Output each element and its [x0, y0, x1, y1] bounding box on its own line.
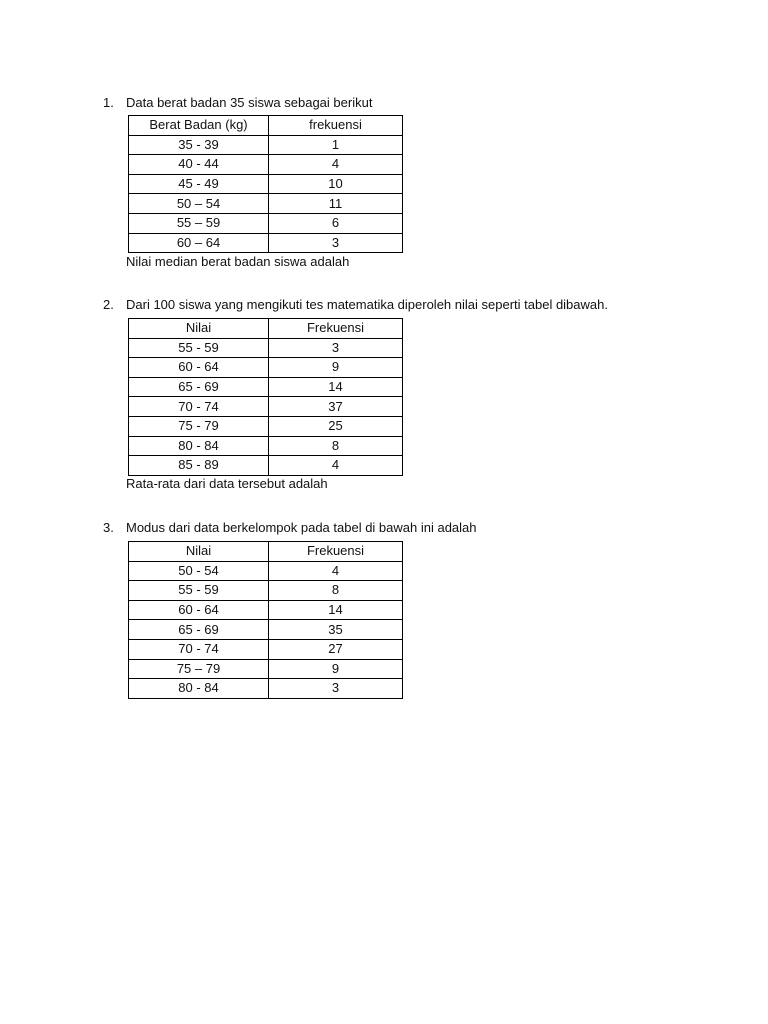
frequency-cell: 37 — [269, 397, 403, 417]
table-row — [129, 377, 403, 397]
question-1-followup: Nilai median berat badan siswa adalah — [126, 254, 350, 269]
question-1-number: 1. — [103, 95, 114, 110]
table-row — [129, 397, 403, 417]
question-3-prompt: Modus dari data berkelompok pada tabel di bawah ini adalah — [126, 520, 477, 535]
question-2-table — [128, 318, 403, 476]
table-row — [129, 233, 403, 253]
table-header-row — [129, 319, 403, 339]
class-interval-cell: 55 - 59 — [129, 338, 269, 358]
class-interval-cell: 55 – 59 — [129, 213, 269, 233]
table-row — [129, 620, 403, 640]
table-header-cell: Berat Badan (kg) — [129, 116, 269, 136]
table-header-cell: Nilai — [129, 319, 269, 339]
table-row — [129, 456, 403, 476]
question-1-prompt: Data berat badan 35 siswa sebagai berikut — [126, 95, 373, 110]
table-row — [129, 561, 403, 581]
class-interval-cell: 80 - 84 — [129, 679, 269, 699]
table-header-row — [129, 116, 403, 136]
frequency-cell: 4 — [269, 456, 403, 476]
table-row — [129, 194, 403, 214]
frequency-cell: 14 — [269, 600, 403, 620]
class-interval-cell: 50 – 54 — [129, 194, 269, 214]
frequency-cell: 9 — [269, 358, 403, 378]
table-row — [129, 213, 403, 233]
table-header-cell: Frekuensi — [269, 319, 403, 339]
question-1-line — [103, 94, 372, 112]
frequency-cell: 35 — [269, 620, 403, 640]
frequency-cell: 3 — [269, 338, 403, 358]
class-interval-cell: 85 - 89 — [129, 456, 269, 476]
frequency-cell: 8 — [269, 436, 403, 456]
frequency-cell: 4 — [269, 155, 403, 175]
table-row — [129, 135, 403, 155]
table-row — [129, 581, 403, 601]
class-interval-cell: 60 - 64 — [129, 358, 269, 378]
question-2-prompt: Dari 100 siswa yang mengikuti tes matematika diperoleh nilai seperti tabel dibawah. — [126, 297, 608, 312]
class-interval-cell: 35 - 39 — [129, 135, 269, 155]
class-interval-cell: 75 – 79 — [129, 659, 269, 679]
class-interval-cell: 60 – 64 — [129, 233, 269, 253]
class-interval-cell: 70 - 74 — [129, 639, 269, 659]
frequency-cell: 1 — [269, 135, 403, 155]
frequency-cell: 10 — [269, 174, 403, 194]
question-1-table — [128, 115, 403, 253]
frequency-cell: 14 — [269, 377, 403, 397]
table-row — [129, 639, 403, 659]
table-row — [129, 436, 403, 456]
table-row — [129, 174, 403, 194]
class-interval-cell: 50 - 54 — [129, 561, 269, 581]
frequency-cell: 9 — [269, 659, 403, 679]
question-2-line — [103, 296, 608, 314]
class-interval-cell: 60 - 64 — [129, 600, 269, 620]
class-interval-cell: 65 - 69 — [129, 377, 269, 397]
table-header-cell: Nilai — [129, 542, 269, 562]
table-header-row — [129, 542, 403, 562]
frequency-cell: 6 — [269, 213, 403, 233]
frequency-cell: 25 — [269, 416, 403, 436]
question-3-table — [128, 541, 403, 699]
class-interval-cell: 65 - 69 — [129, 620, 269, 640]
table-row — [129, 358, 403, 378]
table-header-cell: Frekuensi — [269, 542, 403, 562]
class-interval-cell: 40 - 44 — [129, 155, 269, 175]
table-row — [129, 416, 403, 436]
frequency-cell: 8 — [269, 581, 403, 601]
table-row — [129, 679, 403, 699]
frequency-cell: 27 — [269, 639, 403, 659]
question-2-number: 2. — [103, 297, 114, 312]
question-3-number: 3. — [103, 520, 114, 535]
frequency-cell: 3 — [269, 679, 403, 699]
table-row — [129, 659, 403, 679]
class-interval-cell: 45 - 49 — [129, 174, 269, 194]
table-header-cell: frekuensi — [269, 116, 403, 136]
class-interval-cell: 70 - 74 — [129, 397, 269, 417]
table-row — [129, 600, 403, 620]
frequency-cell: 4 — [269, 561, 403, 581]
frequency-cell: 11 — [269, 194, 403, 214]
question-3-line — [103, 519, 477, 537]
class-interval-cell: 75 - 79 — [129, 416, 269, 436]
class-interval-cell: 55 - 59 — [129, 581, 269, 601]
frequency-cell: 3 — [269, 233, 403, 253]
table-row — [129, 338, 403, 358]
class-interval-cell: 80 - 84 — [129, 436, 269, 456]
question-2-followup: Rata-rata dari data tersebut adalah — [126, 476, 328, 491]
table-row — [129, 155, 403, 175]
